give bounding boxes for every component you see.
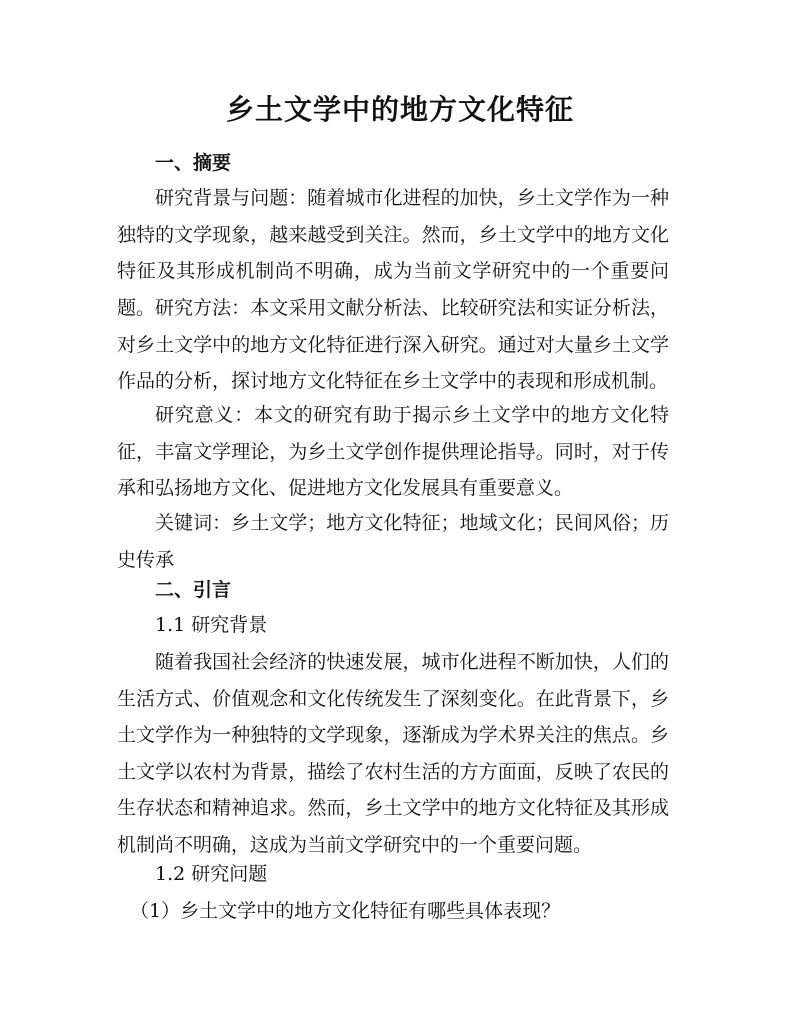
abstract-background-paragraph: 研究背景与问题：随着城市化进程的加快，乡土文学作为一种独特的文学现象，越来越受到关注。然而，乡土文学中的地方文化特征及其形成机制尚不明确，成为当前文学研究中的一个重要问题。 bbox=[117, 187, 669, 319]
document-title: 乡土文学中的地方文化特征 bbox=[225, 93, 574, 126]
section-heading-abstract: 一、摘要 bbox=[155, 152, 232, 174]
subsection-heading-questions: 1.2 研究问题 bbox=[155, 863, 268, 885]
research-question-item: （1）乡土文学中的地方文化特征有哪些具体表现？ bbox=[130, 900, 561, 922]
background-paragraph: 随着我国社会经济的快速发展，城市化进程不断加快，人们的生活方式、价值观念和文化传统发生了深刻变化。在此背景下，乡土文学作为一种独特的文学现象，逐渐成为学术界关注的焦点。乡土文学以农村为背景，描绘了农村生活的方方面面，反映了农民的生存状态和精神追求。然而，乡土文学中的地方文化特征及其形成机制尚不明确，这成为当前文学研究中的一个重要问题。 bbox=[117, 651, 669, 856]
abstract-methods-paragraph: 研究方法：本文采用文献分析法、比较研究法和实证分析法，对乡土文学中的地方文化特征进行深入研究。通过对大量乡土文学作品的分析，探讨地方文化特征在乡土文学中的表现和形成机制。 bbox=[117, 297, 669, 393]
section-heading-introduction: 二、引言 bbox=[155, 579, 232, 601]
subsection-heading-background: 1.1 研究背景 bbox=[155, 614, 268, 636]
keywords-paragraph: 关键词：乡土文学；地方文化特征；地域文化；民间风俗；历史传承 bbox=[117, 512, 669, 571]
abstract-significance-paragraph: 研究意义：本文的研究有助于揭示乡土文学中的地方文化特征，丰富文学理论，为乡土文学创作提供理论指导。同时，对于传承和弘扬地方文化、促进地方文化发展具有重要意义。 bbox=[117, 404, 669, 500]
